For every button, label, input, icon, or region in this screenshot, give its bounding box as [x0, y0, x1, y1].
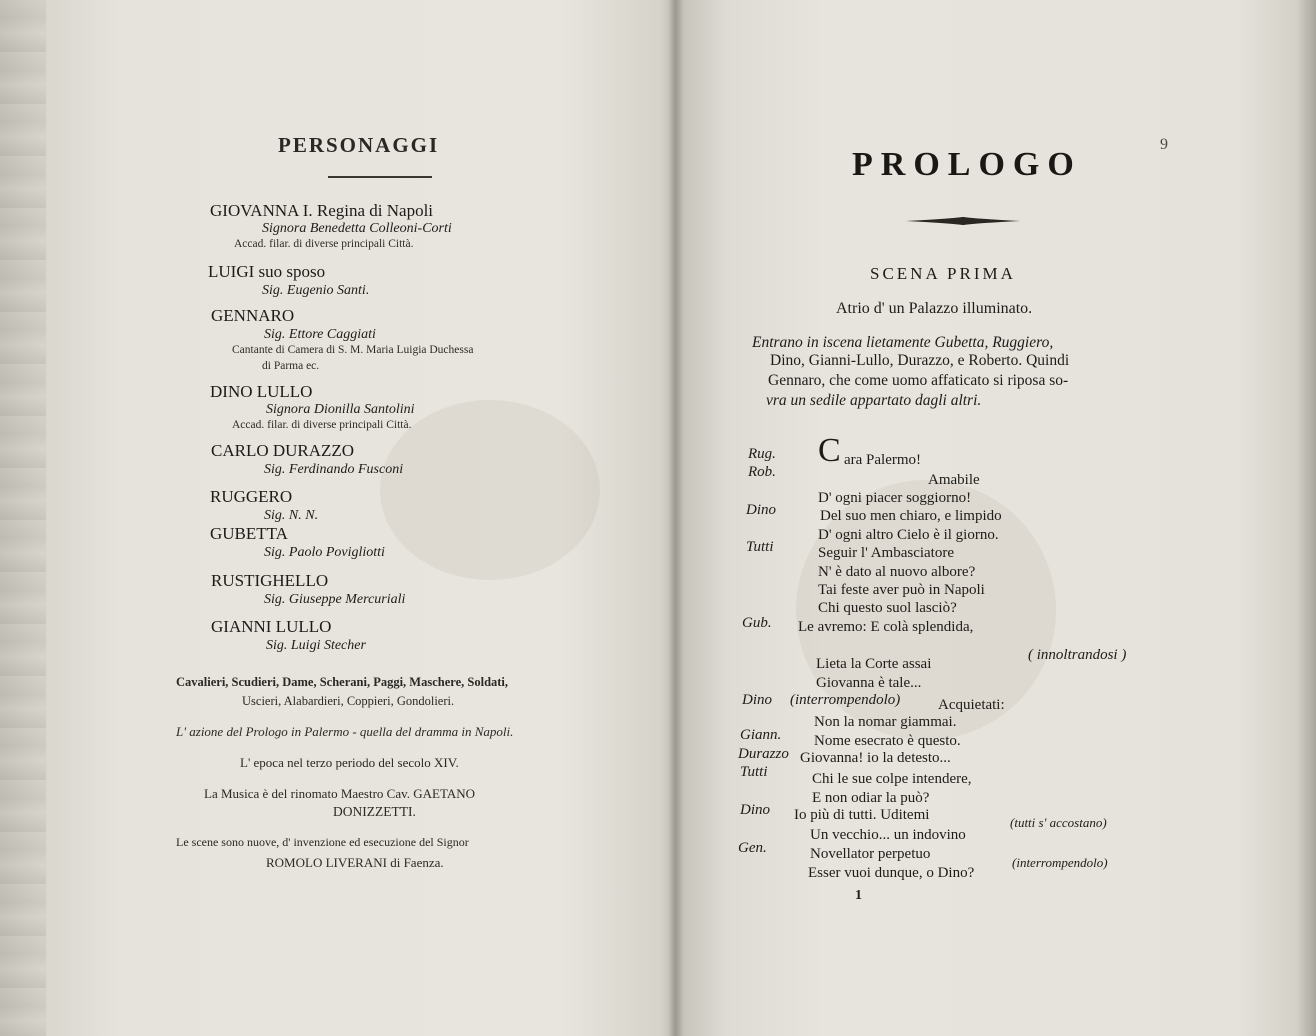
actor-name: Sig. Giuseppe Mercuriali: [264, 592, 406, 607]
actor-note: Accad. filar. di diverse principali Città.: [232, 419, 412, 431]
actor-name: Sig. N. N.: [264, 508, 319, 523]
signature-mark: 1: [855, 888, 862, 903]
verse-line: Lieta la Corte assai: [816, 656, 932, 672]
actor-name: Sig. Luigi Stecher: [266, 638, 366, 653]
verse-line: Acquietati:: [938, 697, 1005, 713]
page-number: 9: [1160, 136, 1168, 153]
speaker: Giann.: [740, 727, 782, 743]
stage-direction: Dino, Gianni-Lullo, Durazzo, e Roberto. Quindi: [770, 352, 1070, 369]
speaker: Dino: [742, 692, 772, 708]
prologo-title: PROLOGO: [852, 146, 1082, 183]
stage-aside: ( innoltrandosi ): [1028, 647, 1127, 663]
character-name: CARLO DURAZZO: [211, 441, 355, 460]
scenes-credit: ROMOLO LIVERANI di Faenza.: [266, 855, 444, 870]
verse-line: Non la nomar giammai.: [814, 714, 957, 730]
personaggi-title: PERSONAGGI: [278, 133, 440, 157]
music-credit: La Musica è del rinomato Maestro Cav. GAETANO: [204, 786, 476, 801]
actor-name: Sig. Paolo Povigliotti: [264, 545, 385, 560]
verse-line: Giovanna! io la detesto...: [800, 750, 951, 766]
book-gutter: [668, 0, 684, 1036]
verse-line: Chi questo suol lasciò?: [818, 600, 957, 616]
stage-direction: Entrano in iscena lietamente Gubetta, Ruggiero,: [752, 334, 1054, 351]
verse-line: Novellator perpetuo: [810, 846, 931, 862]
actor-note: Cantante di Camera di S. M. Maria Luigia Duchessa: [232, 344, 474, 356]
verse-line: D' ogni altro Cielo è il giorno.: [818, 527, 999, 543]
epoch-note: L' epoca nel terzo periodo del secolo XIV.: [240, 755, 459, 770]
character-name: RUGGERO: [210, 487, 293, 506]
stage-direction: Gennaro, che come uomo affaticato si riposa so-: [768, 372, 1069, 389]
stage-direction: vra un sedile appartato dagli altri.: [766, 392, 982, 409]
drop-cap: C: [818, 432, 841, 469]
scene-setting: Atrio d' un Palazzo illuminato.: [836, 300, 1033, 317]
actor-note: Accad. filar. di diverse principali Città.: [234, 238, 414, 250]
scenes-credit: Le scene sono nuove, d' invenzione ed esecuzione del Signor: [176, 835, 469, 849]
verse-line: Le avremo: E colà splendida,: [798, 619, 974, 635]
character-name: GENNARO: [211, 306, 295, 325]
torn-page-edge: [0, 0, 46, 1036]
actor-name: Signora Benedetta Colleoni-Corti: [262, 221, 452, 236]
character-name: GIOVANNA I. Regina di Napoli: [210, 201, 434, 220]
verse-line: Chi le sue colpe intendere,: [812, 771, 972, 787]
stage-aside: (tutti s' accostano): [1010, 815, 1107, 830]
verse-line: E non odiar la può?: [812, 790, 930, 806]
actor-name: Signora Dionilla Santolini: [266, 402, 415, 417]
character-name: LUIGI suo sposo: [208, 262, 326, 281]
character-name: GUBETTA: [210, 524, 288, 543]
character-name: RUSTIGHELLO: [211, 571, 329, 590]
paper-stain: [380, 400, 600, 580]
speaker: Rob.: [748, 464, 776, 480]
speaker: Gen.: [738, 840, 767, 856]
actor-name: Sig. Eugenio Santi.: [262, 283, 370, 298]
verse-line: Giovanna è tale...: [816, 675, 922, 691]
verse-line: D' ogni piacer soggiorno!: [818, 490, 972, 506]
speaker: Dino: [740, 802, 770, 818]
setting-note: L' azione del Prologo in Palermo - quella del dramma in Napoli.: [176, 724, 514, 739]
title-rule: [328, 176, 432, 178]
stage-aside: (interrompendolo): [790, 692, 901, 708]
verse-line: N' è dato al nuovo albore?: [818, 564, 976, 580]
verse-line: ara Palermo!: [844, 452, 922, 468]
extras-list: Uscieri, Alabardieri, Coppieri, Gondolieri.: [242, 694, 455, 708]
speaker: Rug.: [748, 446, 776, 462]
character-name: GIANNI LULLO: [211, 617, 332, 636]
actor-name: Sig. Ferdinando Fusconi: [264, 462, 404, 477]
actor-note: di Parma ec.: [262, 360, 320, 372]
verse-line: Esser vuoi dunque, o Dino?: [808, 865, 975, 881]
verse-line: Un vecchio... un indovino: [810, 827, 966, 843]
speaker: Tutti: [746, 539, 774, 555]
verse-line: Io più di tutti. Uditemi: [794, 807, 930, 823]
ornament-rule: [906, 214, 1020, 232]
character-name: DINO LULLO: [210, 382, 313, 401]
scene-heading: SCENA PRIMA: [870, 264, 1016, 283]
extras-list: Cavalieri, Scudieri, Dame, Scherani, Paggi, Maschere, Soldati,: [176, 675, 509, 689]
speaker: Durazzo: [738, 746, 789, 762]
stage-aside: (interrompendolo): [1012, 855, 1108, 870]
speaker: Tutti: [740, 764, 768, 780]
music-credit: DONIZZETTI.: [333, 804, 416, 819]
actor-name: Sig. Ettore Caggiati: [264, 327, 376, 342]
verse-line: Tai feste aver può in Napoli: [818, 582, 985, 598]
speaker: Dino: [746, 502, 776, 518]
speaker: Gub.: [742, 615, 772, 631]
verse-line: Amabile: [928, 472, 980, 488]
verse-line: Seguir l' Ambasciatore: [818, 545, 955, 561]
verse-line: Nome esecrato è questo.: [814, 733, 961, 749]
verse-line: Del suo men chiaro, e limpido: [820, 508, 1002, 524]
